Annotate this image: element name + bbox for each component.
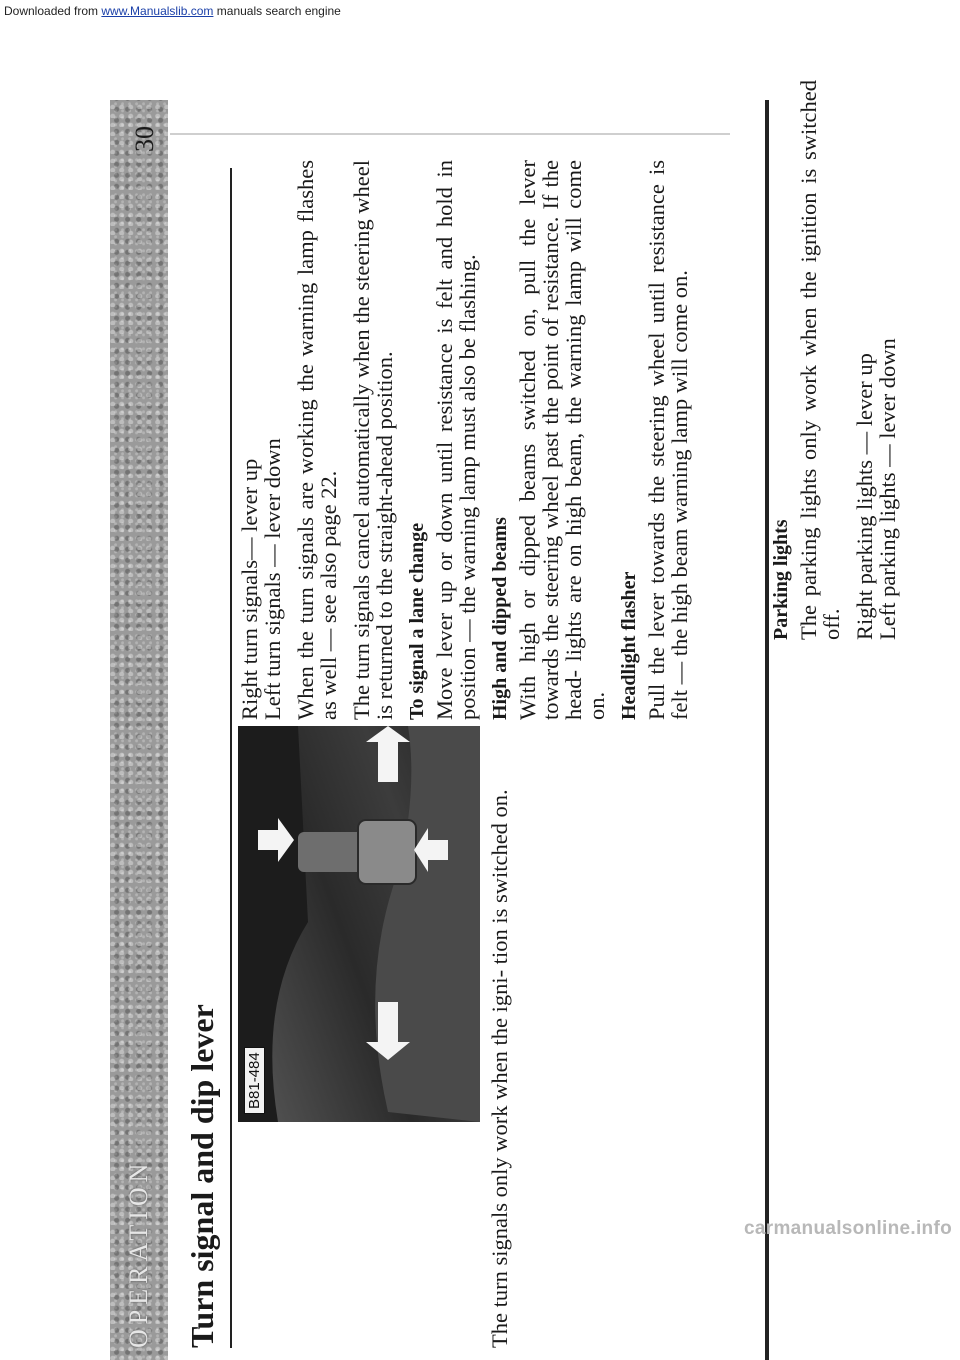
middle-column — [238, 160, 701, 720]
right-parking-line: Right parking lights — lever up — [852, 353, 877, 640]
section-label: OPERATION — [124, 1158, 153, 1348]
flasher-paragraph: Pull the lever towards the steering wheel until resistance is felt — the high beam warning lamp will come on. — [644, 160, 692, 720]
right-turn-line: Right turn signals— lever up — [237, 458, 262, 720]
lane-change-paragraph: Move lever up or down until resistance is felt and hold in position — the warning lamp must also be flashing. — [432, 160, 480, 720]
manual-page — [110, 100, 790, 1360]
parking-lights-column — [770, 80, 900, 640]
banner-suffix: manuals search engine — [213, 4, 341, 18]
turn-signal-intro: The turn signals only work when the igni- tion is switched on. — [487, 789, 512, 1348]
lever-illustration — [238, 726, 480, 1122]
parking-paragraph: The parking lights only work when the ignition is switched off. — [796, 80, 844, 640]
title-rule — [230, 168, 232, 1348]
page-title: Turn signal and dip lever — [184, 1004, 220, 1348]
site-watermark: carmanualsonline.info — [744, 1218, 952, 1239]
figure-id-label: B81-484 — [244, 1047, 265, 1114]
lever-photo — [238, 726, 480, 1122]
parking-heading: Parking lights — [770, 519, 792, 640]
banner-prefix: Downloaded from — [4, 4, 102, 18]
signal-lever-lines — [238, 160, 284, 720]
manualslib-link[interactable]: www.Manualslib.com — [101, 4, 214, 18]
dashboard-shape — [375, 726, 480, 1122]
section-header-band — [110, 100, 168, 1360]
binding-edge — [765, 100, 769, 1360]
page-number: 30 — [130, 126, 159, 152]
download-banner — [0, 0, 960, 22]
flasher-heading: Headlight flasher — [618, 571, 640, 720]
parking-lever-lines — [853, 80, 899, 640]
left-parking-line: Left parking lights — lever down — [875, 338, 900, 640]
lever-knob — [358, 820, 416, 884]
left-turn-line: Left turn signals — lever down — [260, 438, 285, 720]
lane-change-heading: To signal a lane change — [406, 522, 428, 720]
scan-edge-line — [170, 133, 730, 135]
warning-lamp-paragraph: When the turn signals are working the warning lamp flashes as well — see also page 22. — [293, 160, 341, 720]
beams-paragraph: With high or dipped beams switched on, pull the lever towards the steering wheel past the point of resistance. If the head- lights are on high beam, the warning lamp will come on. — [515, 160, 609, 720]
arrow-up-icon — [366, 726, 410, 782]
left-column — [488, 728, 521, 1348]
beams-heading: High and dipped beams — [489, 517, 511, 720]
auto-cancel-paragraph: The turn signals cancel automatically when the steering wheel is returned to the straight-ahead position. — [349, 160, 397, 720]
